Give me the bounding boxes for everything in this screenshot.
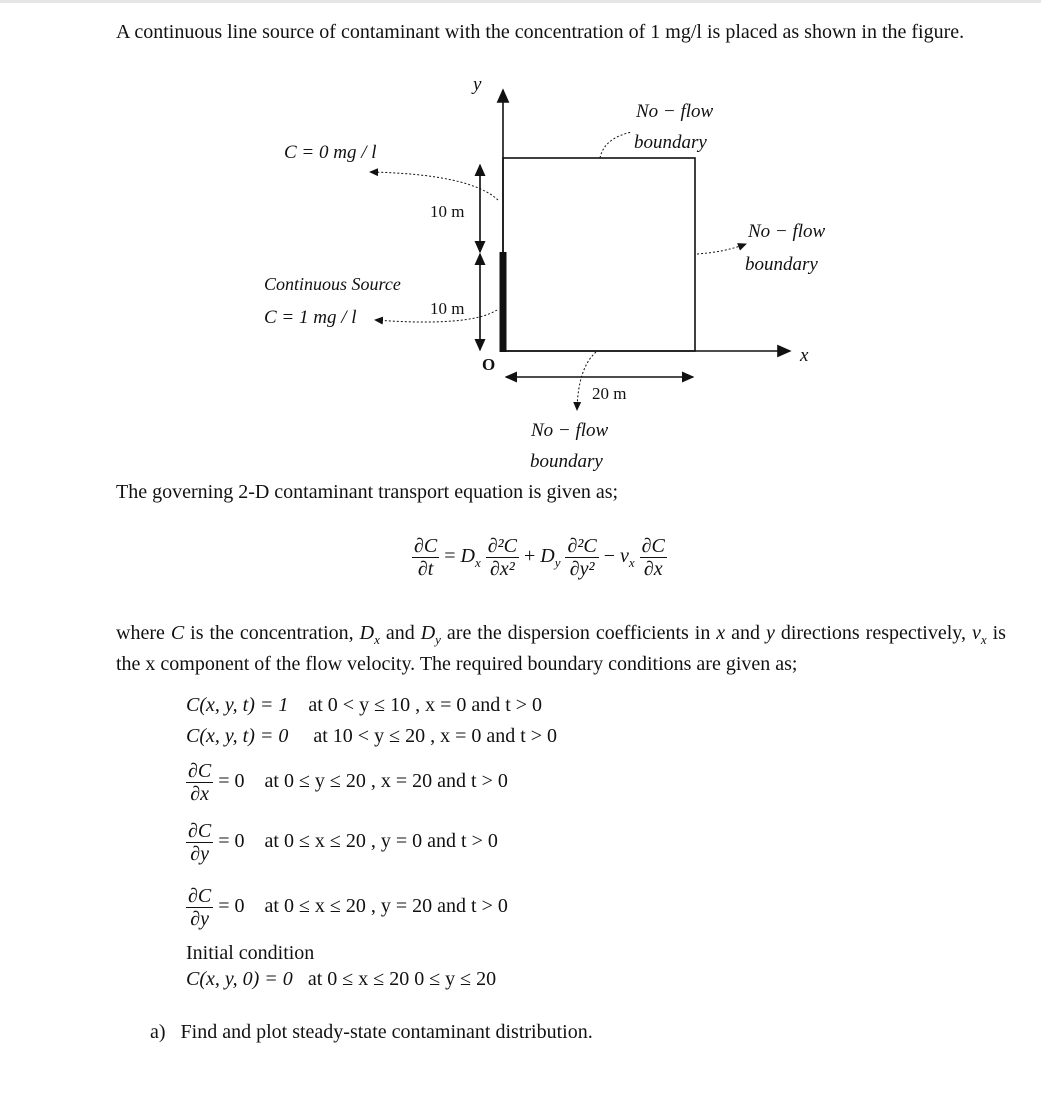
eq-term3-fraction: $\frac{\partial C}{\partial x}$ bbox=[641, 535, 665, 580]
bc-row-5: $\frac{\partial C}{\partial y}$ = 0 at 0 ≤ x ≤ 20 , y = 20 and t > 0 bbox=[188, 885, 508, 930]
initial-condition-row: C(x, y, 0) = 0 at 0 ≤ x ≤ 20 0 ≤ y ≤ 20 bbox=[186, 968, 497, 990]
source-label-line1: Continuous Source bbox=[264, 274, 401, 294]
dim-width-label: 20 m bbox=[592, 384, 627, 403]
source-label-line2: C = 1 mg / l bbox=[264, 307, 357, 328]
dim-lower-label: 10 m bbox=[430, 299, 465, 318]
y-axis-label: y bbox=[473, 74, 482, 95]
bc-row-2: C(x, y, t) = 0 at 10 < y ≤ 20 , x = 0 and t > 0 bbox=[186, 725, 558, 747]
question-text: Find and plot steady-state contaminant distribution. bbox=[180, 1021, 593, 1043]
top-boundary-label-line1: No − flow bbox=[636, 101, 714, 122]
bottom-boundary-label-line1: No − flow bbox=[531, 420, 609, 441]
dim-upper-label: 10 m bbox=[430, 202, 465, 221]
leader-c0 bbox=[370, 172, 498, 200]
governing-equation: $\frac{\partial C}{\partial t}$ = $D_x$ $\frac{\text{∂²C}}{\text{∂x²}}$ + $D_y$ $\frac{\text{∂²C}}{\text{∂y²}}$ − $v_x$ $\frac{\partial C}{\partial x}$ bbox=[414, 535, 665, 580]
top-boundary-label-line2: boundary bbox=[634, 132, 707, 153]
eq-lhs-fraction: $\frac{\partial C}{\partial t}$ bbox=[414, 535, 438, 580]
governing-text: The governing 2-D contaminant transport equation is given as; bbox=[116, 481, 619, 503]
right-boundary-label-line1: No − flow bbox=[748, 221, 826, 242]
leader-right bbox=[697, 244, 746, 254]
x-axis-label: x bbox=[800, 345, 809, 366]
origin-label: O bbox=[482, 355, 496, 374]
right-boundary-label-line2: boundary bbox=[745, 254, 818, 275]
leader-top bbox=[600, 132, 632, 158]
initial-condition-title: Initial condition bbox=[186, 942, 315, 964]
bc-row-4: $\frac{\partial C}{\partial y}$ = 0 at 0 ≤ x ≤ 20 , y = 0 and t > 0 bbox=[188, 820, 498, 865]
bc-row-3: $\frac{\partial C}{\partial x}$ = 0 at 0 ≤ y ≤ 20 , x = 20 and t > 0 bbox=[188, 760, 508, 805]
domain-figure bbox=[0, 0, 1041, 480]
c-zero-label: C = 0 mg / l bbox=[284, 142, 377, 163]
question-marker: a) bbox=[150, 1021, 166, 1043]
where-paragraph: where C is the concentration, $D_x$ and $D_y$ are the dispersion coefficients in x and y directions respectively, $v_x$ is the x component of the flow velocity. The required boundary conditions are given as; bbox=[116, 622, 1006, 675]
bottom-boundary-label-line2: boundary bbox=[530, 451, 603, 472]
question-a bbox=[150, 1021, 593, 1044]
bc-row-1: C(x, y, t) = 1 at 0 < y ≤ 10 , x = 0 and t > 0 bbox=[186, 694, 543, 716]
eq-term2-fraction: $\frac{\text{∂²C}}{\text{∂y²}}$ bbox=[567, 535, 597, 580]
domain-rectangle bbox=[503, 158, 695, 351]
intro-paragraph: A continuous line source of contaminant with the concentration of 1 mg/l is placed as shown in the figure. bbox=[116, 21, 965, 43]
eq-term1-fraction: $\frac{\text{∂²C}}{\text{∂x²}}$ bbox=[487, 535, 517, 580]
